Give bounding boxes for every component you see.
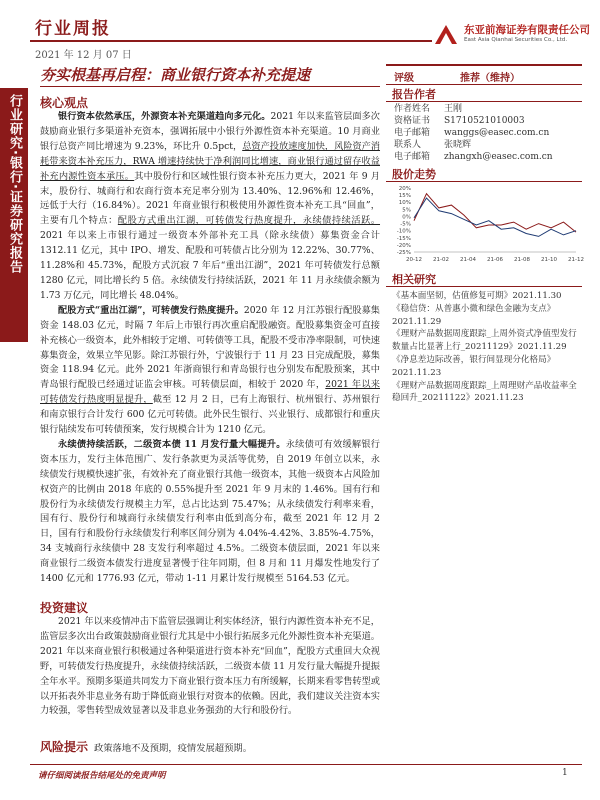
rating-label: 评级 xyxy=(394,73,414,84)
advice-heading: 投资建议 xyxy=(40,601,89,615)
analyst-row: 电子邮箱 zhangxh@easec.com.cn xyxy=(394,152,553,162)
x-tick-label: 21-04 xyxy=(460,257,476,263)
y-tick-label: -20% xyxy=(396,242,411,249)
paragraph-1: 银行资本依然承压，外源资本补充渠道趋向多元化。2021 年以来监管层面多次鼓励商业银行多渠道补充资本，强调拓展中小银行外源性资本补充渠道。10 月商业银行总资产同比增速为 9.23%，环比升 0.5pct，总资产投放速度加快，风险资产消耗带来资本补充压力，RWA 增速持续快于净利润同比增速，商业银行通过留存收益补充内源性资本承压。其中股份行和区域性银行资本补充压力更大，2021 年 9 月末，股份行、城商行和农商行资本充足率分别为 13.40%、12.96%和 12.46%，远低于大行（16.84%）。2021 年商业银行积极使用外源性资本补充工具“回血”，主要有几个特点：配股方式重出江湖，可转债发行热度提升，永续债持续活跃。2021 年以来上市银行通过一级资本外部补充工具（除永续债）募集资金合计 1312.11 亿元，其中 IPO、增发、配股和可转债占比分别为 12.22%、30.77%、11.28%和 45.73%，配股方式沉寂 7 年后“重出江湖”，2021 年可转债发行总额 1280 亿元，同比增长约 5 倍。永续债发行持续活跃，2021 年 11 月永续债余额为 1.73 万亿元，同比增长 48.04%。 xyxy=(40,111,381,301)
risk-text: 政策落地不及预期，疫情发展超预期。 xyxy=(93,743,252,754)
y-tick-label: -10% xyxy=(396,228,411,235)
brand-logo xyxy=(432,20,590,52)
x-tick-label: 21-10 xyxy=(541,257,557,263)
brand-logo-icon xyxy=(432,22,460,48)
y-tick-label: 0% xyxy=(402,214,411,221)
y-tick-label: -25% xyxy=(396,250,411,256)
advice-body xyxy=(40,615,380,719)
related-item[interactable]: 《净息差边际改善，银行间显现分化格局》2021.11.23 xyxy=(392,354,556,378)
analyst-row: 电子邮箱 wanggs@easec.com.cn xyxy=(394,128,550,138)
y-tick-label: -5% xyxy=(400,221,411,228)
risk-heading: 风险提示 xyxy=(40,740,89,754)
related-list xyxy=(392,290,578,405)
report-type: 行业周报 xyxy=(35,19,111,39)
analyst-row: 联系人 张晓辉 xyxy=(394,140,472,150)
stock-price-chart xyxy=(386,184,582,268)
analyst-divider xyxy=(386,101,582,102)
related-item[interactable]: 《理财产品数据周度跟踪_上周外资式净值型发行数量占比显著上行_20211129》2021.11.29 xyxy=(392,329,577,353)
analyst-heading: 报告作者 xyxy=(392,88,436,101)
brand-name-cn: 东亚前海证券有限责任公司 xyxy=(464,24,590,36)
related-divider xyxy=(386,286,582,287)
title-divider xyxy=(40,86,380,87)
related-item[interactable]: 《基本面坚韧，估值修复可期》2021.11.30 xyxy=(392,291,562,301)
paragraph-3: 永续债持续活跃，二级资本债 11 月发行量大幅提升。永续债可有效缓解银行资本压力，发行主体范围广、发行条款更为灵活等优势，自 2019 年创立以来，永续债发行规模快速扩张，有效补充了商业银行其他一级资本，其他一级资本占风险加权资产的比例由 2018 年底的 0.55%提升至 2021 年 9 月末的 1.46%。国有行和股份行为永续债发行规模主力军，总占比达到 75.47%；从永续债发行利率来看，国有行、股份行和城商行永续债发行利率由低到高分布，截至 2021 年 12 月 2 日，国有行和股份行永续债发行利率区间分别为 4.04%-4.42%、3.85%-4.75%，34 支城商行永续债中 28 支发行利率超过 4.5%。二级资本债层面，2021 年以来商业银行二级资本债发行进度显著慢于往年同期，但 8 月和 11 月爆发性地发行了 1400 亿元和 1776.93 亿元，带动 1-11 月累计发行规模至 5164.53 亿元。 xyxy=(40,438,380,585)
analyst-row: 作者姓名 王刚 xyxy=(394,104,463,114)
x-tick-label: 20-12 xyxy=(406,257,422,263)
brand-name-en: East Asia Qianhai Securities Co., Ltd. xyxy=(464,37,568,43)
footer-divider xyxy=(30,764,582,765)
core-view-heading: 核心观点 xyxy=(40,96,89,110)
footer-disclaimer[interactable]: 请仔细阅读报告结尾处的免责声明 xyxy=(38,771,166,781)
related-heading: 相关研究 xyxy=(392,273,436,286)
report-date: 2021 年 12 月 07 日 xyxy=(35,50,132,61)
risk-line xyxy=(40,738,252,755)
y-tick-label: 5% xyxy=(402,207,411,214)
x-tick-label: 21-08 xyxy=(514,257,530,263)
series-line-2 xyxy=(414,198,576,236)
analyst-row: 资格证书 S1710521010003 xyxy=(394,116,525,126)
chart-divider xyxy=(386,181,582,182)
paragraph-2: 配股方式“重出江湖”，可转债发行热度提升。2020 年 12 月江苏银行配股募集资金 148.03 亿元，时隔 7 年后上市银行再次重启配股融资。配股募集资金可直接补充核心一级资本，此外相较于定增、可转债等工具，配股不受市净率限制，可快速募集资金，效果立竿见影。除江苏银行外，宁波银行于 11 月 23 日完成配股，募集资金 118.94 亿元。此外 2021 年浙商银行和青岛银行也分别发布配股预案，其中青岛银行配股已经通过证监会审核。可转债层面，相较于 2020 年，2021 年以来可转债发行热度明显提升，截至 12 月 2 日，已有上海银行、杭州银行、苏州银行和南京银行合计发行 600 亿元可转债。此外民生银行、兴业银行、成都银行和重庆银行陆续发布可转债预案，发行规模合计为 1210 亿元。 xyxy=(40,304,380,436)
y-tick-label: 15% xyxy=(398,193,411,200)
chart-heading: 股价走势 xyxy=(392,168,436,181)
side-category-band: 行业研究·银行·证券研究报告 xyxy=(0,88,28,342)
series-line-1 xyxy=(414,194,576,232)
header-divider xyxy=(30,40,432,42)
related-item[interactable]: 《理财产品数据周度跟踪_上周理财产品收益率全稳回升_20211122》2021.11.23 xyxy=(392,380,577,404)
y-tick-label: 10% xyxy=(398,200,411,207)
report-title: 夯实根基再启程：商业银行资本补充提速 xyxy=(40,66,311,84)
rating-box xyxy=(386,64,582,85)
x-tick-label: 21-06 xyxy=(487,257,503,263)
rating-value: 推荐（维持） xyxy=(460,73,520,84)
x-tick-label: 21-02 xyxy=(433,257,449,263)
y-tick-label: -15% xyxy=(396,235,411,242)
x-tick-label: 21-12 xyxy=(568,257,584,263)
y-tick-label: 20% xyxy=(398,186,411,192)
page-number: 1 xyxy=(562,768,568,778)
core-view-body xyxy=(40,110,380,587)
paragraph-4: 2021 年以来疫情冲击下监管层强调让利实体经济，银行内源性资本补充不足，监管层多次出台政策鼓励商业银行尤其是中小银行拓展多元化外源性资本补充渠道。2021 年以来商业银行积极通过各种渠道进行资本补充“回血”，配股方式重回大众视野，可转债发行热度提升，永续债持续活跃，二级资本债 11 月发行量大幅提升提振全年水平。预期多渠道共同发力下商业银行资本压力有所缓解，长期来看零售转型或以开拓表外非息业务有助于降低商业银行对资本的依赖。因此，我们建议关注资本实力较强，零售转型成效显著以及非息业务强劲的大行和股份行。 xyxy=(40,616,380,717)
related-item[interactable]: 《稳信贷：从普惠小微和绿色金融为支点》2021.11.29 xyxy=(392,303,556,327)
